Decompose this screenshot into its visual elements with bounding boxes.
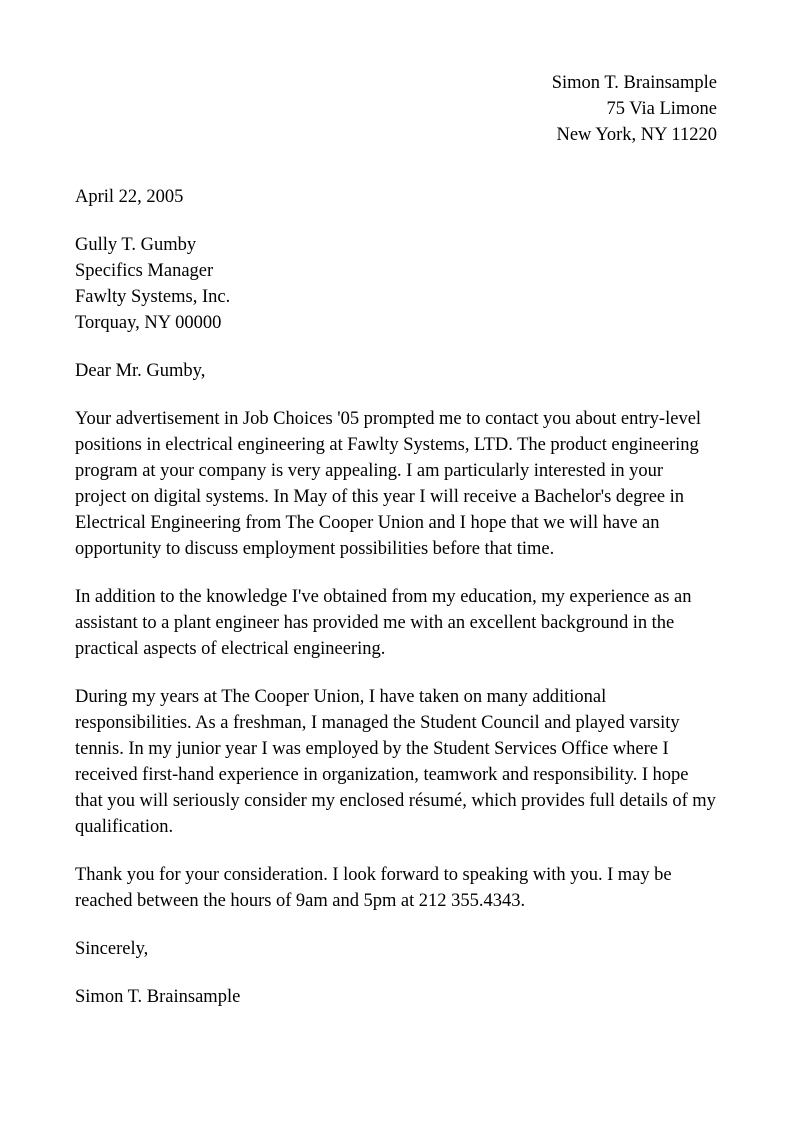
recipient-name: Gully T. Gumby [75,235,197,255]
recipient-title: Specifics Manager [75,261,214,281]
recipient-company: Fawlty Systems, Inc. [75,287,231,307]
sender-address-block [75,70,717,148]
salutation: Dear Mr. Gumby, [75,361,206,381]
sender-name: Simon T. Brainsample [551,73,717,93]
recipient-city-state-zip: Torquay, NY 00000 [75,313,222,333]
recipient-address-block [75,232,717,336]
letter-date: April 22, 2005 [75,187,184,207]
body-paragraph-1: Your advertisement in Job Choices '05 prompted me to contact you about entry-level positions in electrical engineering at Fawlty Systems, LTD. The product engineering program at your company is very appealing. I am particularly interested in your project on digital systems. In May of this year I will receive a Bachelor's degree in Electrical Engineering from The Cooper Union and I hope that we will have an opportunity to discuss employment possibilities before that time. [75,409,702,559]
body-paragraph-3: During my years at The Cooper Union, I have taken on many additional responsibilities. As a freshman, I managed the Student Council and played varsity tennis. In my junior year I was employed by the Student Services Office where I received first-hand experience in organization, teamwork and responsibility. I hope that you will seriously consider my enclosed résumé, which provides full details of my qualification. [75,687,716,837]
sender-street: 75 Via Limone [606,99,717,119]
body-paragraph-2: In addition to the knowledge I've obtained from my education, my experience as an assistant to a plant engineer has provided me with an excellent background in the practical aspects of electrical engineering. [75,587,692,659]
letter-content [75,70,717,1010]
body-paragraph-4: Thank you for your consideration. I look forward to speaking with you. I may be reached between the hours of 9am and 5pm at 212 355.4343. [75,865,672,911]
signature-name: Simon T. Brainsample [75,987,241,1007]
closing-salutation: Sincerely, [75,939,149,959]
sender-city-state-zip: New York, NY 11220 [556,125,717,145]
